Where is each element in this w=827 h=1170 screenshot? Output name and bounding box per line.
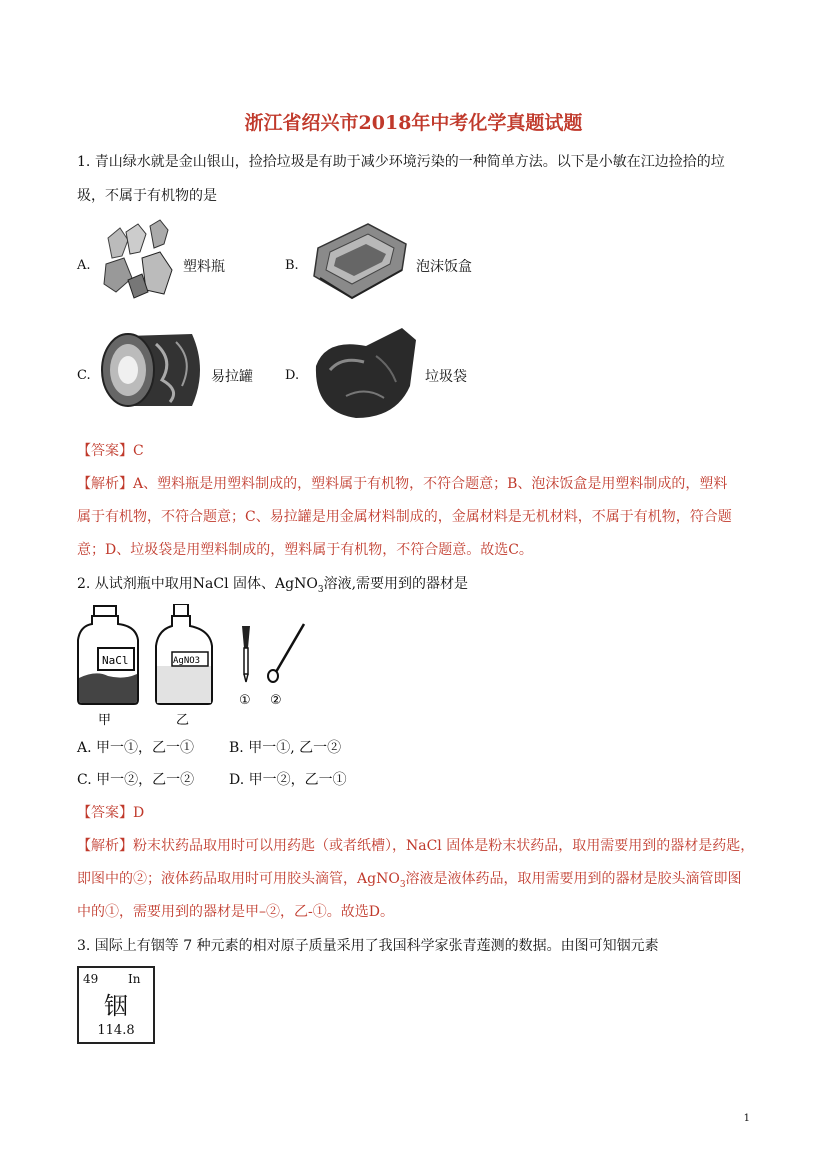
element-card (77, 966, 155, 1044)
q2-stem-subscript: 3 (317, 584, 324, 595)
bottle-jia (78, 606, 138, 728)
q1-analysis-line1: 【解析】A、塑料瓶是用塑料制成的，塑料属于有机物，不符合题意；B、泡沫饭盒是用塑料制成的，塑料 (77, 476, 728, 492)
bottle-yi-label: AgNO3 (173, 656, 201, 666)
q2-option-c: C. 甲一②，乙一② (77, 772, 195, 788)
trash-bag-image (306, 326, 420, 422)
lab-equipment-figure (76, 604, 316, 730)
q1-analysis-line2: 属于有机物，不符合题意；C、易拉罐是用金属材料制成的，金属材料是无机材料，不属于有机物，符合题 (77, 509, 732, 525)
q2-option-a: A. 甲一①，乙一① (77, 740, 195, 756)
dropper (239, 626, 251, 708)
q2-option-b: B. 甲一①, 乙一② (229, 740, 342, 756)
q2-stem (77, 573, 468, 595)
q1-analysis-line3: 意；D、垃圾袋是用塑料制成的，塑料属于有机物，不符合题意。故选C。 (77, 542, 533, 558)
q1-option-d-label: 垃圾袋 (425, 369, 467, 385)
page-title: 浙江省绍兴市2018年中考化学真题试题 (244, 112, 583, 134)
jia-label: 甲 (98, 713, 112, 728)
bottle-jia-label: NaCl (102, 654, 129, 667)
q1-option-c-letter: C. (77, 368, 91, 383)
q1-option-d-letter: D. (285, 368, 300, 383)
q2-analysis-line2-pre: 即图中的②；液体药品取用时可用胶头滴管，AgNO (77, 871, 400, 887)
q1-answer: 【答案】C (77, 443, 144, 459)
bottle-yi (156, 604, 212, 728)
yi-label: 乙 (176, 713, 190, 728)
spoon (268, 624, 304, 708)
q2-analysis-line2 (77, 868, 742, 890)
tool2-label: ② (270, 693, 282, 708)
q2-analysis-line2-subscript: 3 (399, 879, 406, 890)
tool1-label: ① (239, 693, 251, 708)
q1-option-a-letter: A. (77, 258, 91, 273)
q1-stem-line2: 圾，不属于有机物的是 (77, 188, 217, 204)
element-name: 铟 (104, 992, 128, 1020)
foam-box-image (306, 218, 412, 304)
page-number: 1 (743, 1113, 750, 1124)
q2-option-d: D. 甲一②，乙一① (229, 772, 347, 788)
q2-analysis-line1: 【解析】粉末状药品取用时可以用药匙（或者纸槽），NaCl 固体是粉末状药品，取用需要用到的器材是药匙， (77, 838, 755, 854)
soda-can-image (96, 330, 208, 410)
q1-option-c-label: 易拉罐 (211, 369, 253, 385)
q2-stem-post: 溶液,需要用到的器材是 (323, 576, 469, 592)
element-mass: 114.8 (97, 1023, 135, 1038)
plastic-bottles-image (98, 218, 180, 300)
q1-option-b-letter: B. (285, 258, 299, 273)
q2-analysis-line2-post: 溶液是液体药品，取用需要用到的器材是胶头滴管即图 (405, 871, 742, 887)
element-atomic-number: 49 (83, 972, 99, 986)
element-symbol: In (128, 972, 141, 986)
q2-stem-pre: 2. 从试剂瓶中取用NaCl 固体、AgNO (77, 576, 318, 592)
q3-stem: 3. 国际上有铟等 7 种元素的相对原子质量采用了我国科学家张青莲测的数据。由图可知铟元素 (77, 938, 659, 954)
q2-analysis-line3: 中的①，需要用到的器材是甲–②，乙-①。故选D。 (77, 904, 394, 920)
q1-option-b-label: 泡沫饭盒 (416, 259, 472, 275)
q2-answer: 【答案】D (77, 805, 145, 821)
q1-stem-line1: 1. 青山绿水就是金山银山，捡拾垃圾是有助于减少环境污染的一种简单方法。以下是小敏在江边捡拾的垃 (77, 154, 725, 170)
q1-option-a-label: 塑料瓶 (183, 259, 225, 275)
